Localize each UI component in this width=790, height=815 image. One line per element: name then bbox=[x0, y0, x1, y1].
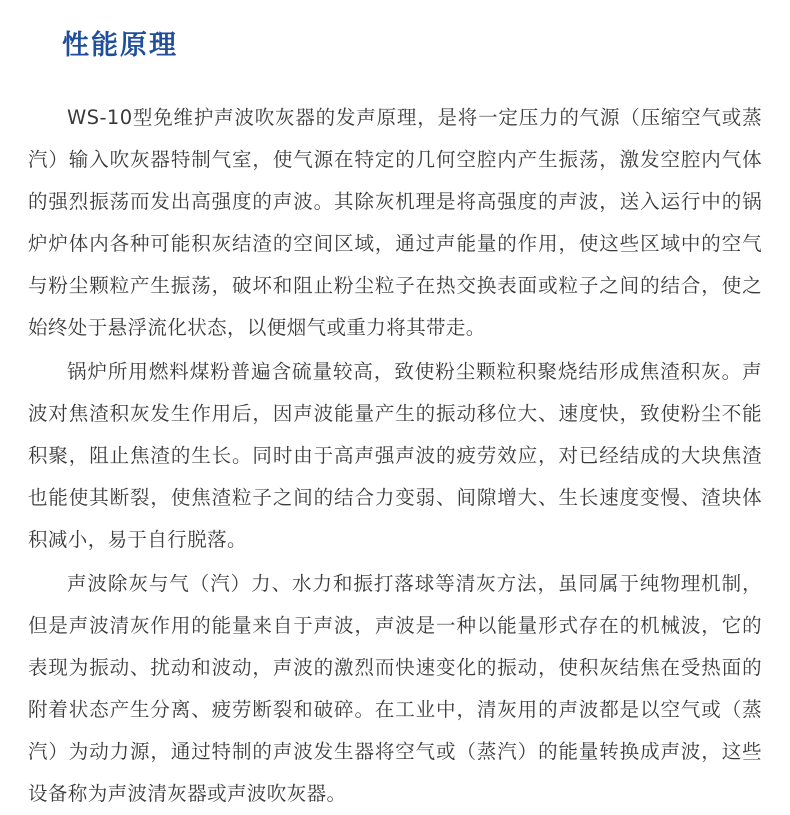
section-heading-row bbox=[0, 0, 790, 87]
paragraph: 声波除灰与气（汽）力、水力和振打落球等清灰方法，虽同属于纯物理机制，但是声波清灰作用的能量来自于声波，声波是一种以能量形式存在的机械波，它的表现为振动、扰动和波动，声波的激烈而快速变化的振动，使积灰结焦在受热面的附着状态产生分离、疲劳断裂和破碎。在工业中，清灰用的声波都是以空气或（蒸汽）为动力源，通过特制的声波发生器将空气或（蒸汽）的能量转换成声波，这些设备称为声波清灰器或声波吹灰器。 bbox=[28, 571, 762, 805]
paragraph: WS-10型免维护声波吹灰器的发声原理，是将一定压力的气源（压缩空气或蒸汽）输入吹灰器特制气室，使气源在特定的几何空腔内产生振荡，激发空腔内气体的强烈振荡而发出高强度的声波。其除灰机理是将高强度的声波，送入运行中的锅炉炉体内各种可能积灰结渣的空间区域，通过声能量的作用，使这些区域中的空气与粉尘颗粒产生振荡，破坏和阻止粉尘粒子在热交换表面或粒子之间的结合，使之始终处于悬浮流化状态，以便烟气或重力将其带走。 bbox=[28, 105, 762, 339]
document-body bbox=[0, 87, 790, 815]
paragraph: 锅炉所用燃料煤粉普遍含硫量较高，致使粉尘颗粒积聚烧结形成焦渣积灰。声波对焦渣积灰发生作用后，因声波能量产生的振动移位大、速度快，致使粉尘不能积聚，阻止焦渣的生长。同时由于高声强声波的疲劳效应，对已经结成的大块焦渣也能使其断裂，使焦渣粒子之间的结合力变弱、间隙增大、生长速度变慢、渣块体积减小，易于自行脱落。 bbox=[28, 359, 762, 551]
page-title: 性能原理 bbox=[62, 30, 178, 62]
